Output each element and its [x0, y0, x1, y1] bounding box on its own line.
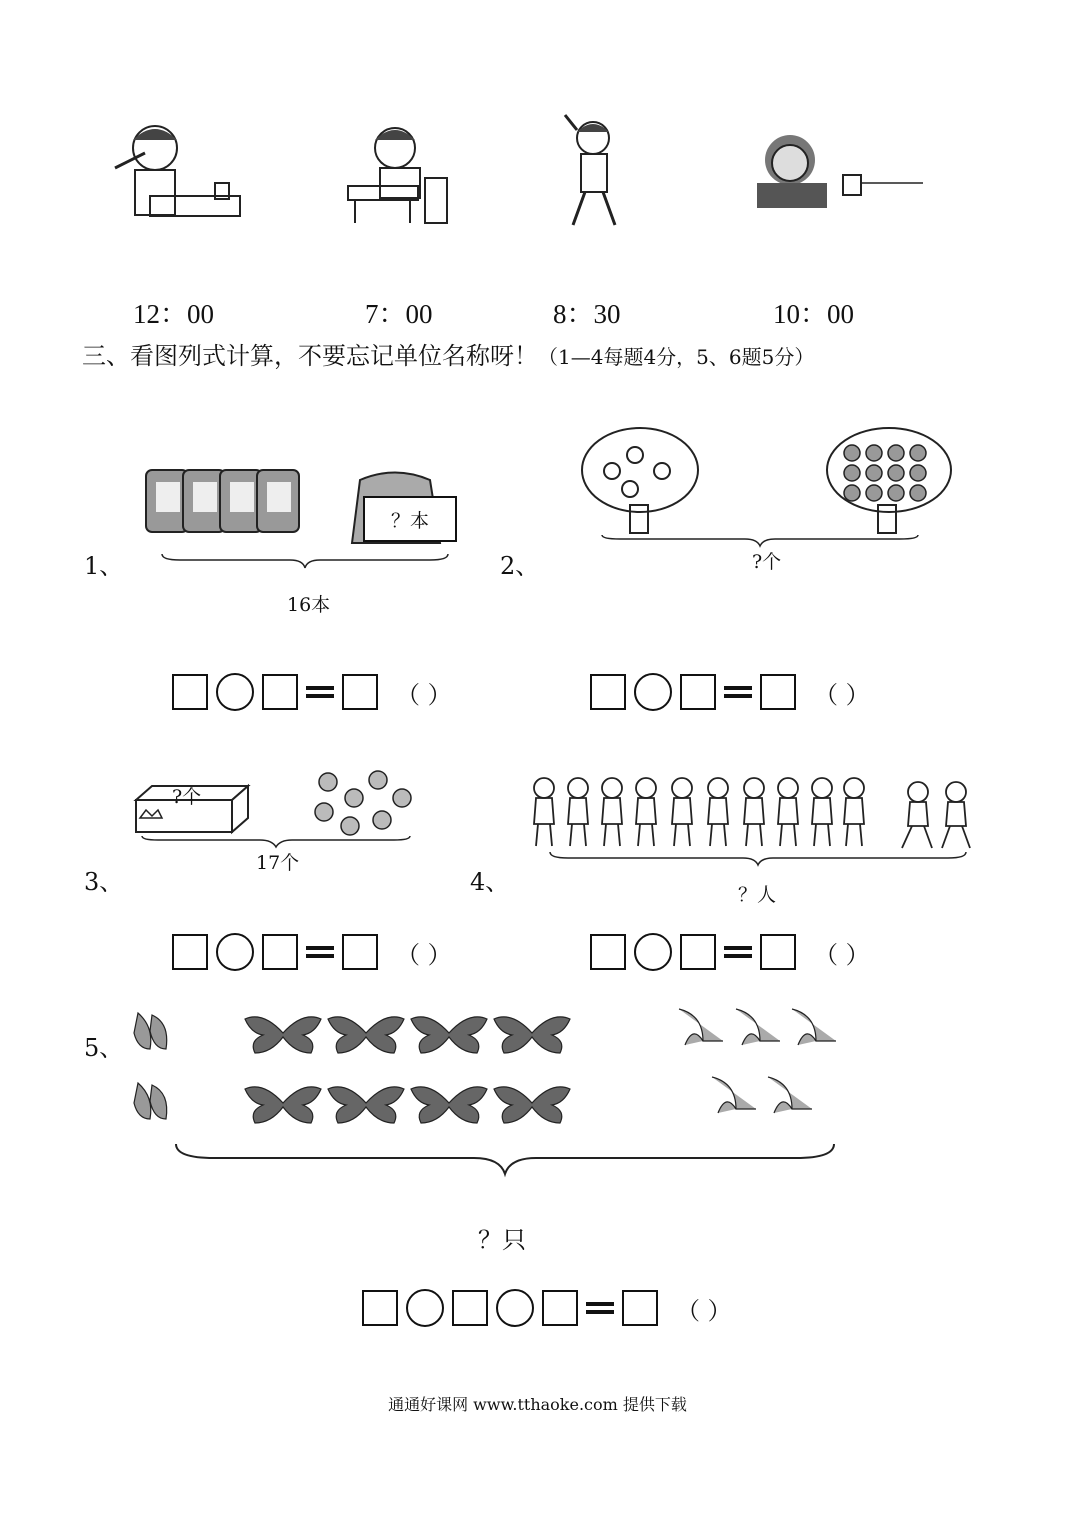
operator-circle[interactable]: [216, 933, 254, 971]
time-label-2: 7：00: [365, 299, 433, 329]
section-heading-title: 三、看图列式计算，不要忘记单位名称呀！: [82, 342, 538, 370]
unknown-books-box: ？本: [363, 496, 457, 542]
equals-sign: [306, 685, 334, 699]
unit-parentheses[interactable]: （ ）: [396, 940, 452, 969]
apple-tree-right-picture: [822, 425, 957, 535]
equals-sign: [724, 945, 752, 959]
boy-exercising-picture: [555, 110, 635, 230]
time-label-4: 10：00: [773, 299, 854, 329]
problem-1-equation: [172, 670, 452, 714]
answer-box[interactable]: [590, 674, 626, 710]
books-picture: [138, 462, 308, 542]
footer-credit: 通通好课网 www.tthaoke.com 提供下载: [388, 1395, 687, 1414]
answer-box[interactable]: [680, 934, 716, 970]
butterflies-picture: [128, 1005, 848, 1130]
operator-circle[interactable]: [496, 1289, 534, 1327]
operator-circle[interactable]: [634, 933, 672, 971]
answer-box[interactable]: [262, 934, 298, 970]
problem-2-equation: [590, 670, 870, 714]
equals-sign: [306, 945, 334, 959]
box-unknown-label: ?个: [172, 786, 202, 808]
result-box[interactable]: [342, 934, 378, 970]
answer-box[interactable]: [172, 674, 208, 710]
result-box[interactable]: [760, 934, 796, 970]
problem-3-equation: [172, 930, 452, 974]
result-box[interactable]: [622, 1290, 658, 1326]
boy-brushing-teeth-picture: [105, 118, 250, 233]
answer-box[interactable]: [362, 1290, 398, 1326]
problem-4-brace: [548, 850, 968, 868]
problem-5-brace: [174, 1142, 836, 1178]
answer-box[interactable]: [590, 934, 626, 970]
unit-parentheses[interactable]: （ ）: [396, 680, 452, 709]
time-label-3: 8：30: [553, 299, 621, 329]
apple-tree-left-picture: [578, 425, 703, 535]
equals-sign: [586, 1301, 614, 1315]
unit-parentheses[interactable]: （ ）: [814, 940, 870, 969]
problem-1-total-label: 16本: [287, 594, 331, 616]
operator-circle[interactable]: [406, 1289, 444, 1327]
time-label-1: 12：00: [133, 299, 214, 329]
problem-1-number: 1、: [84, 552, 124, 580]
problem-4-number: 4、: [470, 868, 510, 896]
boy-eating-picture: [745, 125, 925, 215]
problem-2-total-label: ?个: [752, 551, 782, 573]
problem-5-number: 5、: [84, 1034, 124, 1062]
problem-2-number: 2、: [500, 552, 540, 580]
children-picture: [522, 772, 977, 852]
result-box[interactable]: [342, 674, 378, 710]
problem-4-total-label: ？人: [738, 884, 777, 906]
answer-box[interactable]: [452, 1290, 488, 1326]
problem-3-number: 3、: [84, 868, 124, 896]
answer-box[interactable]: [680, 674, 716, 710]
problem-1-brace: [160, 552, 450, 572]
answer-box[interactable]: [172, 934, 208, 970]
operator-circle[interactable]: [634, 673, 672, 711]
problem-5-equation: [362, 1286, 732, 1330]
unit-parentheses[interactable]: （ ）: [676, 1296, 732, 1325]
problem-4-equation: [590, 930, 870, 974]
answer-box[interactable]: [542, 1290, 578, 1326]
unit-parentheses[interactable]: （ ）: [814, 680, 870, 709]
section-scoring-note: （1—4每题4分，5、6题5分）: [538, 345, 815, 369]
problem-5-total-label: ？只: [478, 1226, 526, 1254]
basketballs-picture: [310, 768, 415, 840]
equals-sign: [724, 685, 752, 699]
operator-circle[interactable]: [216, 673, 254, 711]
boy-studying-picture: [340, 118, 455, 228]
result-box[interactable]: [760, 674, 796, 710]
section-heading: [82, 336, 814, 371]
problem-3-total-label: 17个: [256, 852, 300, 874]
answer-box[interactable]: [262, 674, 298, 710]
